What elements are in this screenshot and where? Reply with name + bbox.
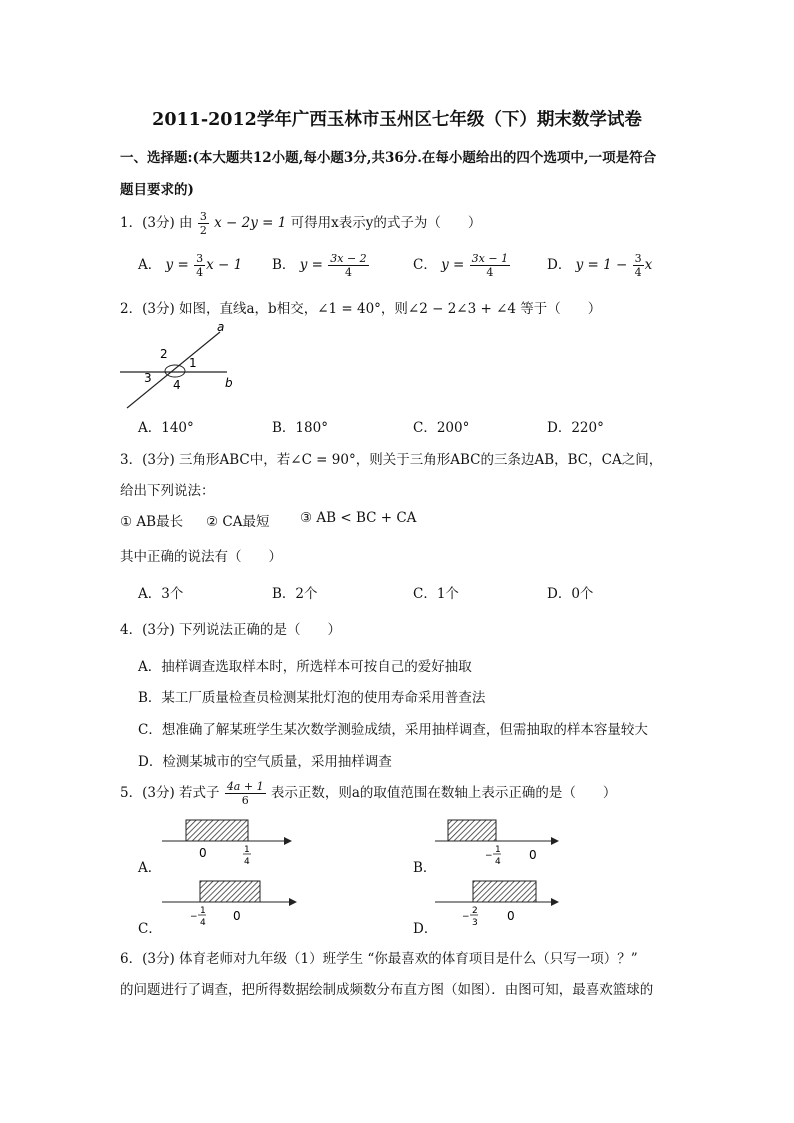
intersecting-lines-figure: [115, 320, 245, 412]
label-b: b: [225, 376, 233, 390]
number-line-a[interactable]: [160, 816, 295, 872]
svg-text:4: 4: [495, 857, 501, 867]
question-3-line2: 给出下列说法：: [120, 483, 215, 499]
fraction: $\frac{3}{2}$: [199, 210, 207, 237]
statement-2: ② CA最短: [206, 514, 270, 530]
q1-option-d[interactable]: D． y = 1 − $\frac{3}{4}$ x: [547, 252, 653, 279]
section-heading-line2: 题目要求的): [120, 182, 194, 198]
question-3-line3: 其中正确的说法有（ ）: [120, 549, 282, 565]
question-1: 1．(3分) 由 $\frac{3}{2}$ x − 2y = 1 可得用x表示y的式子为（ ）: [120, 210, 482, 237]
q2-option-b[interactable]: B．180°: [272, 420, 328, 436]
question-4: 4．(3分) 下列说法正确的是（ ）: [120, 622, 342, 638]
q3-option-c[interactable]: C．1个: [413, 586, 459, 602]
q4-option-a[interactable]: A．抽样调查选取样本时，所选样本可按自己的爱好抽取: [138, 659, 472, 675]
label-2: 2: [160, 347, 168, 361]
q1-option-c[interactable]: C． y = $\frac{3x - 1}{4}$: [413, 252, 509, 279]
q3-option-a[interactable]: A．3个: [138, 586, 184, 602]
svg-text:−: −: [462, 912, 470, 922]
svg-text:−: −: [485, 851, 493, 861]
q4-option-b[interactable]: B．某工厂质量检查员检测某批灯泡的使用寿命采用普查法: [138, 690, 486, 706]
svg-text:0: 0: [199, 846, 207, 860]
q3-option-b[interactable]: B．2个: [272, 586, 318, 602]
q3-option-d[interactable]: D．0个: [547, 586, 594, 602]
question-5: 5．(3分) 若式子 $\frac{4a + 1}{6}$ 表示正数，则a的取值范围在数轴上表示正确的是（ ）: [120, 780, 617, 807]
svg-text:3: 3: [472, 918, 478, 928]
statement-3: ③ AB < BC + CA: [300, 510, 417, 526]
label-3: 3: [144, 371, 152, 385]
question-6-line2: 的问题进行了调查，把所得数据绘制成频数分布直方图（如图）．由图可知，最喜欢篮球的: [120, 982, 654, 998]
label-4: 4: [173, 378, 181, 392]
question-3-line1: 3．(3分) 三角形ABC中，若∠C = 90°，则关于三角形ABC的三条边AB，BC，CA之间，: [120, 452, 663, 468]
q1-option-b[interactable]: B． y = $\frac{3x - 2}{4}$: [272, 252, 367, 279]
svg-text:0: 0: [233, 909, 241, 923]
statement-1: ① AB最长: [120, 514, 184, 530]
angle-mark: [165, 365, 185, 377]
q2-option-d[interactable]: D．220°: [547, 420, 604, 436]
number-line-d[interactable]: [433, 877, 563, 933]
q2-option-a[interactable]: A．140°: [138, 420, 194, 436]
line-a: [127, 332, 220, 408]
svg-text:1: 1: [495, 845, 501, 855]
label-a: a: [217, 320, 225, 334]
section-heading-line1: 一、选择题:(本大题共12小题,每小题3分,共36分.在每小题给出的四个选项中,一项是符合: [120, 150, 657, 166]
q2-option-c[interactable]: C．200°: [413, 420, 470, 436]
question-2: 2．(3分) 如图，直线a，b相交，∠1 = 40°，则∠2 − 2∠3 + ∠4 等于（ ）: [120, 301, 602, 317]
svg-text:1: 1: [244, 845, 250, 855]
svg-text:−: −: [190, 912, 198, 922]
q1-option-a[interactable]: A． y = $\frac{3}{4}$ x − 1: [138, 252, 243, 279]
number-line-c[interactable]: [160, 877, 300, 933]
svg-text:0: 0: [507, 909, 515, 923]
q5-option-a[interactable]: A．: [138, 860, 162, 876]
page-title: 2011-2012学年广西玉林市玉州区七年级（下）期末数学试卷: [152, 110, 642, 130]
svg-text:0: 0: [529, 848, 537, 862]
q4-option-c[interactable]: C．想准确了解某班学生某次数学测验成绩，采用抽样调查，但需抽取的样本容量较大: [138, 722, 648, 738]
svg-text:1: 1: [200, 906, 206, 916]
q4-option-d[interactable]: D．检测某城市的空气质量，采用抽样调查: [138, 754, 392, 770]
svg-text:4: 4: [244, 857, 250, 867]
number-line-b[interactable]: [433, 816, 563, 872]
q5-option-d[interactable]: D．: [413, 921, 438, 937]
label-1: 1: [189, 356, 197, 370]
q5-option-c[interactable]: C．: [138, 921, 162, 937]
svg-text:2: 2: [472, 906, 478, 916]
svg-text:4: 4: [200, 918, 206, 928]
question-6-line1: 6．(3分) 体育老师对九年级（1）班学生 “你最喜欢的体育项目是什么（只写一项）？”: [120, 951, 638, 967]
q5-option-b[interactable]: B．: [413, 860, 437, 876]
